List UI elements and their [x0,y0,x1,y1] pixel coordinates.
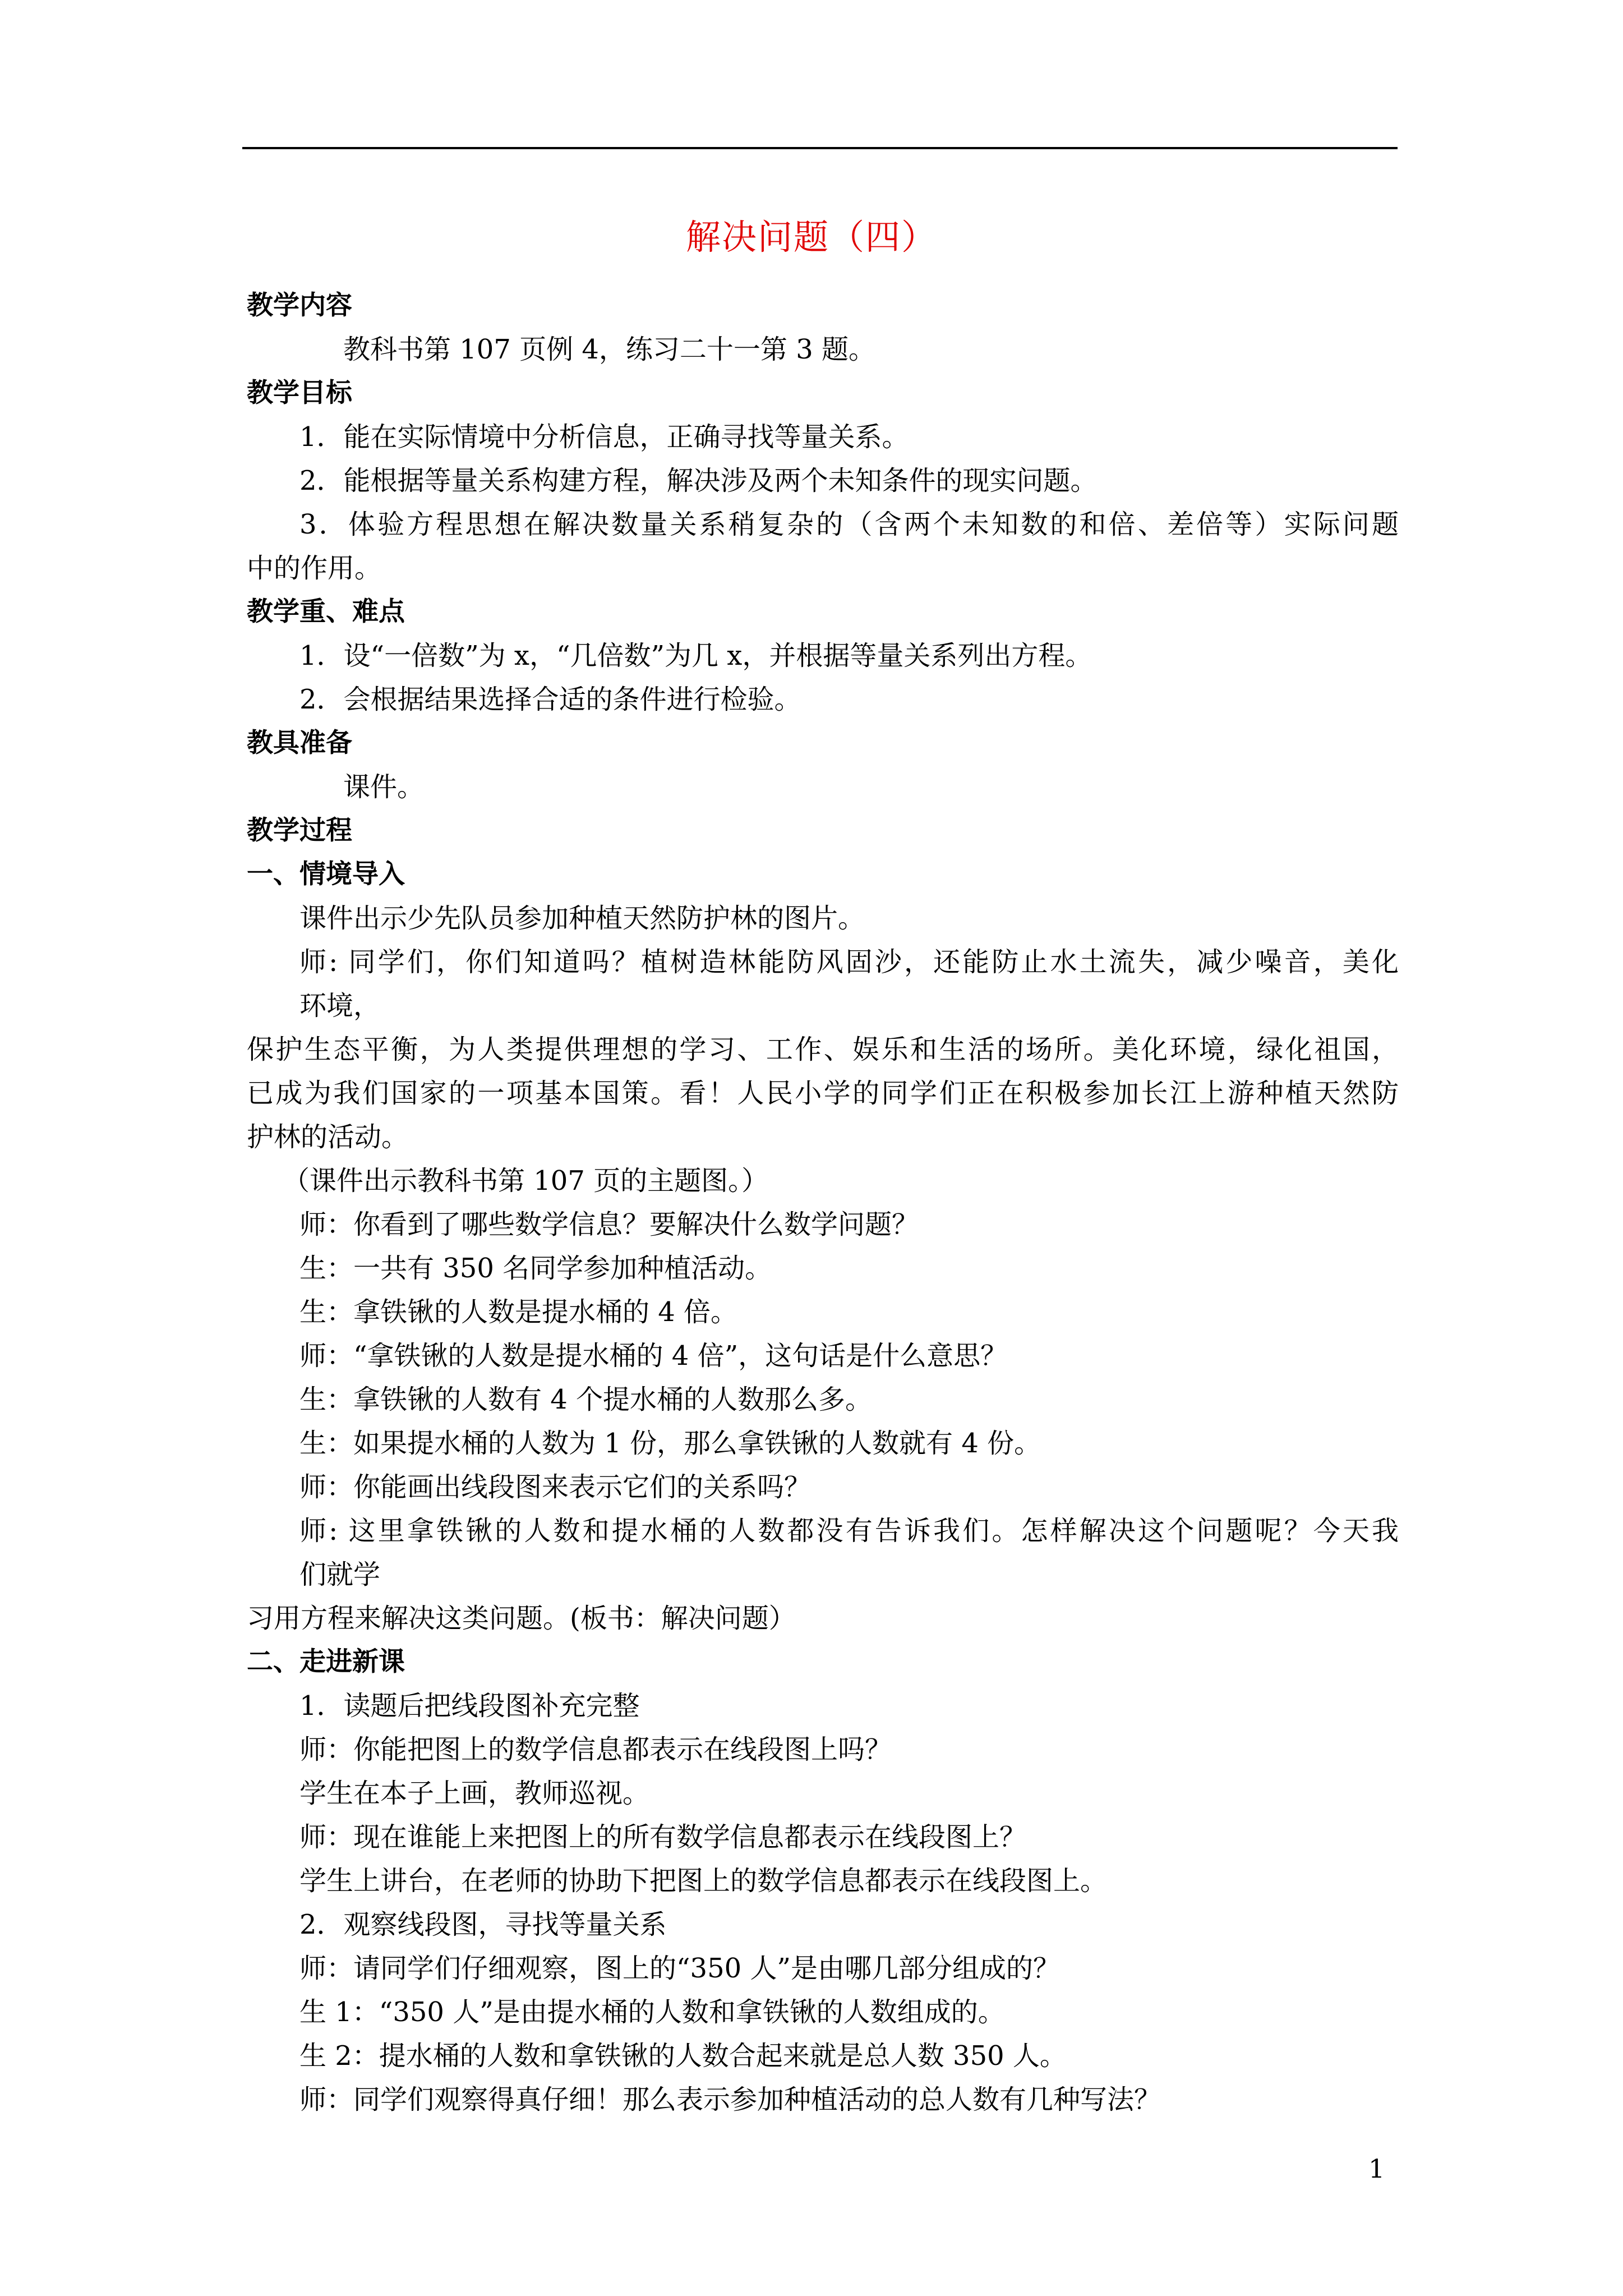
text-line: 护林的活动。 [247,1121,409,1153]
text-line: 保护生态平衡，为人类提供理想的学习、工作、娱乐和生活的场所。美化环境，绿化祖国， [247,1034,1399,1065]
text-line: 师：你能画出线段图来表示它们的关系吗？ [299,1471,811,1503]
text-line: 生：如果提水桶的人数为 1 份，那么拿铁锹的人数就有 4 份。 [299,1428,1041,1459]
text-line: 习用方程来解决这类问题。(板书：解决问题） [247,1603,796,1634]
text-line: 生：拿铁锹的人数有 4 个提水桶的人数那么多。 [299,1384,873,1415]
text-line: 生：拿铁锹的人数是提水桶的 4 倍。 [299,1296,738,1328]
text-line: 生 1：“350 人”是由提水桶的人数和拿铁锹的人数组成的。 [299,1996,1005,2028]
page-number: 1 [1368,2154,1385,2184]
text-line: 师: 同学们，你们知道吗？植树造林能防风固沙，还能防止水土流失，减少噪音，美化 [299,946,1399,978]
text-line: 们就学 [299,1559,381,1590]
document-title: 解决问题（四） [685,217,937,257]
text-line: 3．体验方程思想在解决数量关系稍复杂的（含两个未知数的和倍、差倍等）实际问题 [299,509,1399,540]
section-heading: 教具准备 [247,728,352,758]
text-line: 1．读题后把线段图补充完整 [299,1690,640,1722]
section-heading: 一、情境导入 [247,859,405,890]
text-line: 2．能根据等量关系构建方程，解决涉及两个未知条件的现实问题。 [299,465,1098,496]
text-line: 学生上讲台，在老师的协助下把图上的数学信息都表示在线段图上。 [299,1865,1108,1897]
document-body [247,284,1399,2122]
section-heading: 教学内容 [247,290,352,321]
text-line: （课件出示教科书第 107 页的主题图。） [283,1165,769,1197]
text-line: 生 2：提水桶的人数和拿铁锹的人数合起来就是总人数 350 人。 [299,2040,1067,2072]
text-line: 已成为我们国家的一项基本国策。看！人民小学的同学们正在积极参加长江上游种植天然防 [247,1078,1399,1109]
text-line: 环境， [299,990,381,1022]
section-heading: 二、走进新课 [247,1646,405,1677]
text-line: 课件。 [343,771,425,803]
section-heading: 教学重、难点 [247,596,405,627]
text-line: 2．会根据结果选择合适的条件进行检验。 [299,684,801,715]
text-line: 教科书第 107 页例 4，练习二十一第 3 题。 [343,334,875,365]
text-line: 师：你看到了哪些数学信息？要解决什么数学问题？ [299,1209,919,1240]
section-heading: 教学目标 [247,378,352,408]
text-line: 师：同学们观察得真仔细！那么表示参加种植活动的总人数有几种写法？ [299,2084,1161,2115]
text-line: 师：请同学们仔细观察，图上的“350 人”是由哪几部分组成的？ [299,1953,1060,1984]
text-line: 2．观察线段图，寻找等量关系 [299,1909,667,1940]
text-line: 师：你能把图上的数学信息都表示在线段图上吗？ [299,1734,892,1765]
text-line: 生：一共有 350 名同学参加种植活动。 [299,1253,772,1284]
text-line: 1．设“一倍数”为 x，“几倍数”为几 x，并根据等量关系列出方程。 [299,640,1092,671]
text-line: 学生在本子上画，教师巡视。 [299,1778,650,1809]
text-line: 1．能在实际情境中分析信息，正确寻找等量关系。 [299,421,909,453]
section-heading: 教学过程 [247,815,352,846]
text-line: 师: 这里拿铁锹的人数和提水桶的人数都没有告诉我们。怎样解决这个问题呢？今天我 [299,1515,1399,1547]
text-line: 师：现在谁能上来把图上的所有数学信息都表示在线段图上？ [299,1821,1027,1853]
text-line: 中的作用。 [247,553,382,584]
header-rule [242,147,1398,149]
text-line: 师：“拿铁锹的人数是提水桶的 4 倍”，这句话是什么意思？ [299,1340,1008,1372]
text-line: 课件出示少先队员参加种植天然防护林的图片。 [299,903,865,934]
